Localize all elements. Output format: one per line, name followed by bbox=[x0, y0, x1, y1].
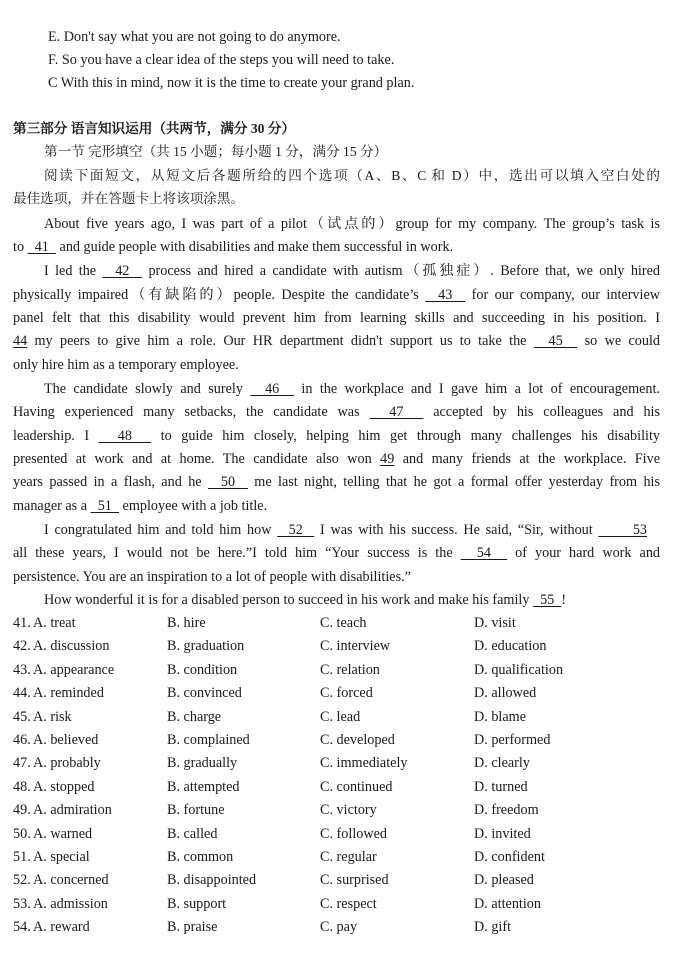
question-number: 46. bbox=[13, 732, 31, 748]
option-d: D. blame bbox=[474, 708, 527, 725]
passage-line: physically impaired（有缺陷的）people. Despite the candidate’s 43 for our company, our interview bbox=[13, 287, 661, 303]
option-c: C. teach bbox=[320, 615, 367, 631]
option-d: D. gift bbox=[474, 919, 512, 936]
option-d: D. invited bbox=[474, 825, 531, 842]
question-number: 42. bbox=[13, 638, 31, 655]
option-b: B. praise bbox=[167, 919, 218, 936]
blank-48: 48 bbox=[98, 428, 152, 444]
option-c: C. followed bbox=[320, 825, 387, 842]
option-b: B. complained bbox=[167, 732, 250, 748]
question-row bbox=[13, 683, 673, 703]
passage-line: The candidate slowly and surely 46 in the workplace and I gave him a lot of encouragement. bbox=[44, 381, 661, 397]
option-a: A. probably bbox=[33, 755, 101, 772]
option-d: D. pleased bbox=[474, 872, 534, 889]
question-number: 50. bbox=[13, 825, 31, 842]
option-a: A. treat bbox=[33, 615, 76, 631]
option-b: B. convinced bbox=[167, 685, 242, 702]
option-a: A. warned bbox=[33, 825, 93, 842]
question-row bbox=[13, 730, 673, 750]
question-row bbox=[13, 753, 673, 773]
question-number: 45. bbox=[13, 708, 31, 725]
option-c: C. immediately bbox=[320, 755, 408, 772]
option-d: D. freedom bbox=[474, 802, 539, 819]
passage-line: persistence. You are an inspiration to a lot of people with disabilities.” bbox=[13, 569, 411, 585]
option-c: C. pay bbox=[320, 919, 358, 936]
option-b: B. common bbox=[167, 849, 234, 865]
question-row bbox=[13, 613, 673, 633]
option-b: B. gradually bbox=[167, 755, 238, 772]
passage-line: panel felt that this disability would prevent him from learning skills and succeeding in his position. I bbox=[13, 310, 660, 326]
option-d: D. qualification bbox=[474, 661, 564, 678]
question-number: 53. bbox=[13, 895, 31, 912]
blank-55: 55 bbox=[532, 592, 562, 608]
section-title: 第三部分 语言知识运用（共两节，满分 30 分） bbox=[13, 121, 296, 136]
option-b: B. support bbox=[167, 895, 227, 912]
question-number: 52. bbox=[13, 872, 31, 889]
blank-50: 50 bbox=[208, 474, 248, 490]
question-row bbox=[13, 847, 673, 867]
blank-46: 46 bbox=[250, 381, 295, 397]
option-d: D. attention bbox=[474, 895, 541, 912]
instruction-line-2: 最佳选项，并在答题卡上将该项涂黑。 bbox=[13, 191, 245, 206]
option-c: C. lead bbox=[320, 708, 361, 725]
instruction-line-1: 阅读下面短文，从短文后各题所给的四个选项（A、B、C 和 D）中，选出可以填入空白处的 bbox=[44, 168, 660, 183]
blank-49: 49 bbox=[380, 451, 395, 467]
passage-line: leadership. I 48 to guide him closely, helping him get through many challenges his disability bbox=[13, 428, 661, 444]
option-d: D. turned bbox=[474, 778, 528, 795]
question-number: 49. bbox=[13, 802, 31, 819]
option-a: A. risk bbox=[33, 708, 72, 725]
question-number: 48. bbox=[13, 778, 31, 795]
option-a: A. special bbox=[33, 849, 90, 865]
passage-line: to 41 and guide people with disabilities and make them successful in work. bbox=[13, 239, 454, 255]
question-row bbox=[13, 800, 673, 820]
question-row bbox=[13, 636, 673, 656]
question-number: 43. bbox=[13, 661, 31, 678]
question-row bbox=[13, 894, 673, 914]
passage-line: About five years ago, I was part of a pilot（试点的）group for my company. The group’s task is bbox=[44, 216, 660, 232]
passage-line: I congratulated him and told him how 52 I was with his success. He said, “Sir, without 53 bbox=[44, 522, 648, 538]
option-b: B. hire bbox=[167, 615, 206, 631]
passage-line: manager as a 51 employee with a job title. bbox=[13, 498, 268, 514]
blank-43: 43 bbox=[425, 287, 466, 303]
option-c: C. surprised bbox=[320, 872, 389, 889]
question-row bbox=[13, 660, 673, 680]
option-c: C. interview bbox=[320, 638, 391, 655]
question-row bbox=[13, 777, 673, 797]
passage-line: Having experienced many setbacks, the candidate was 47 accepted by his colleagues and his bbox=[13, 404, 661, 420]
option-a: A. admission bbox=[33, 895, 108, 912]
question-row bbox=[13, 707, 673, 727]
blank-51: 51 bbox=[90, 498, 119, 514]
option-c: C. continued bbox=[320, 778, 393, 795]
prev-option-e: E. Don't say what you are not going to do anymore. bbox=[48, 29, 341, 45]
prev-option-f: F. So you have a clear idea of the steps you will need to take. bbox=[48, 52, 395, 68]
option-a: A. reward bbox=[33, 919, 90, 936]
blank-53: 53 bbox=[598, 522, 648, 538]
option-c: C. respect bbox=[320, 895, 377, 912]
passage-line: 44 my peers to give him a role. Our HR department didn't support us to take the 45 so we could bbox=[13, 333, 661, 349]
option-a: A. believed bbox=[33, 732, 99, 748]
option-b: B. charge bbox=[167, 708, 222, 725]
option-b: B. graduation bbox=[167, 638, 245, 655]
option-d: D. clearly bbox=[474, 755, 530, 772]
question-row bbox=[13, 870, 673, 890]
blank-52: 52 bbox=[277, 522, 315, 538]
option-c: C. regular bbox=[320, 849, 377, 865]
passage-line: How wonderful it is for a disabled person to succeed in his work and make his family 55 ! bbox=[44, 592, 567, 608]
option-d: D. confident bbox=[474, 849, 545, 865]
question-row bbox=[13, 824, 673, 844]
option-c: C. forced bbox=[320, 685, 373, 702]
passage-line: only hire him as a temporary employee. bbox=[13, 357, 239, 373]
blank-47: 47 bbox=[369, 404, 424, 420]
option-a: A. reminded bbox=[33, 685, 104, 702]
question-number: 54. bbox=[13, 919, 31, 936]
question-row bbox=[13, 917, 673, 937]
section-subtitle: 第一节 完形填空（共 15 小题；每小题 1 分，满分 15 分） bbox=[44, 144, 388, 159]
passage-line: all these years, I would not be here.”I told him “Your success is the 54 of your hard work and bbox=[13, 545, 661, 561]
question-number: 41. bbox=[13, 615, 31, 631]
question-number: 44. bbox=[13, 685, 31, 702]
passage-line: I led the 42 process and hired a candidate with autism（孤独症）. Before that, we only hired bbox=[44, 263, 660, 279]
question-number: 51. bbox=[13, 849, 31, 865]
option-b: B. condition bbox=[167, 661, 238, 678]
option-b: B. fortune bbox=[167, 802, 225, 819]
option-d: D. performed bbox=[474, 732, 551, 748]
option-d: D. education bbox=[474, 638, 547, 655]
option-c: C. developed bbox=[320, 732, 395, 748]
option-a: A. concerned bbox=[33, 872, 109, 889]
blank-54: 54 bbox=[460, 545, 508, 561]
option-b: B. attempted bbox=[167, 778, 240, 795]
blank-41: 41 bbox=[27, 239, 56, 255]
blank-45: 45 bbox=[533, 333, 578, 349]
passage-line: years passed in a flash, and he 50 me last night, telling that he got a formal offer yesterday from his bbox=[13, 474, 661, 490]
option-b: B. called bbox=[167, 825, 218, 842]
question-number: 47. bbox=[13, 755, 31, 772]
blank-44: 44 bbox=[13, 333, 28, 349]
option-a: A. discussion bbox=[33, 638, 110, 655]
option-c: C. relation bbox=[320, 661, 380, 678]
prev-option-c: C With this in mind, now it is the time to create your grand plan. bbox=[48, 75, 415, 91]
blank-42: 42 bbox=[102, 263, 143, 279]
option-c: C. victory bbox=[320, 802, 377, 819]
option-a: A. admiration bbox=[33, 802, 112, 819]
option-a: A. stopped bbox=[33, 778, 95, 795]
passage-line: presented at work and at home. The candidate also won 49 and many friends at the workplace. Five bbox=[13, 451, 660, 467]
option-d: D. allowed bbox=[474, 685, 537, 702]
option-a: A. appearance bbox=[33, 661, 115, 678]
option-b: B. disappointed bbox=[167, 872, 257, 889]
option-d: D. visit bbox=[474, 615, 516, 631]
